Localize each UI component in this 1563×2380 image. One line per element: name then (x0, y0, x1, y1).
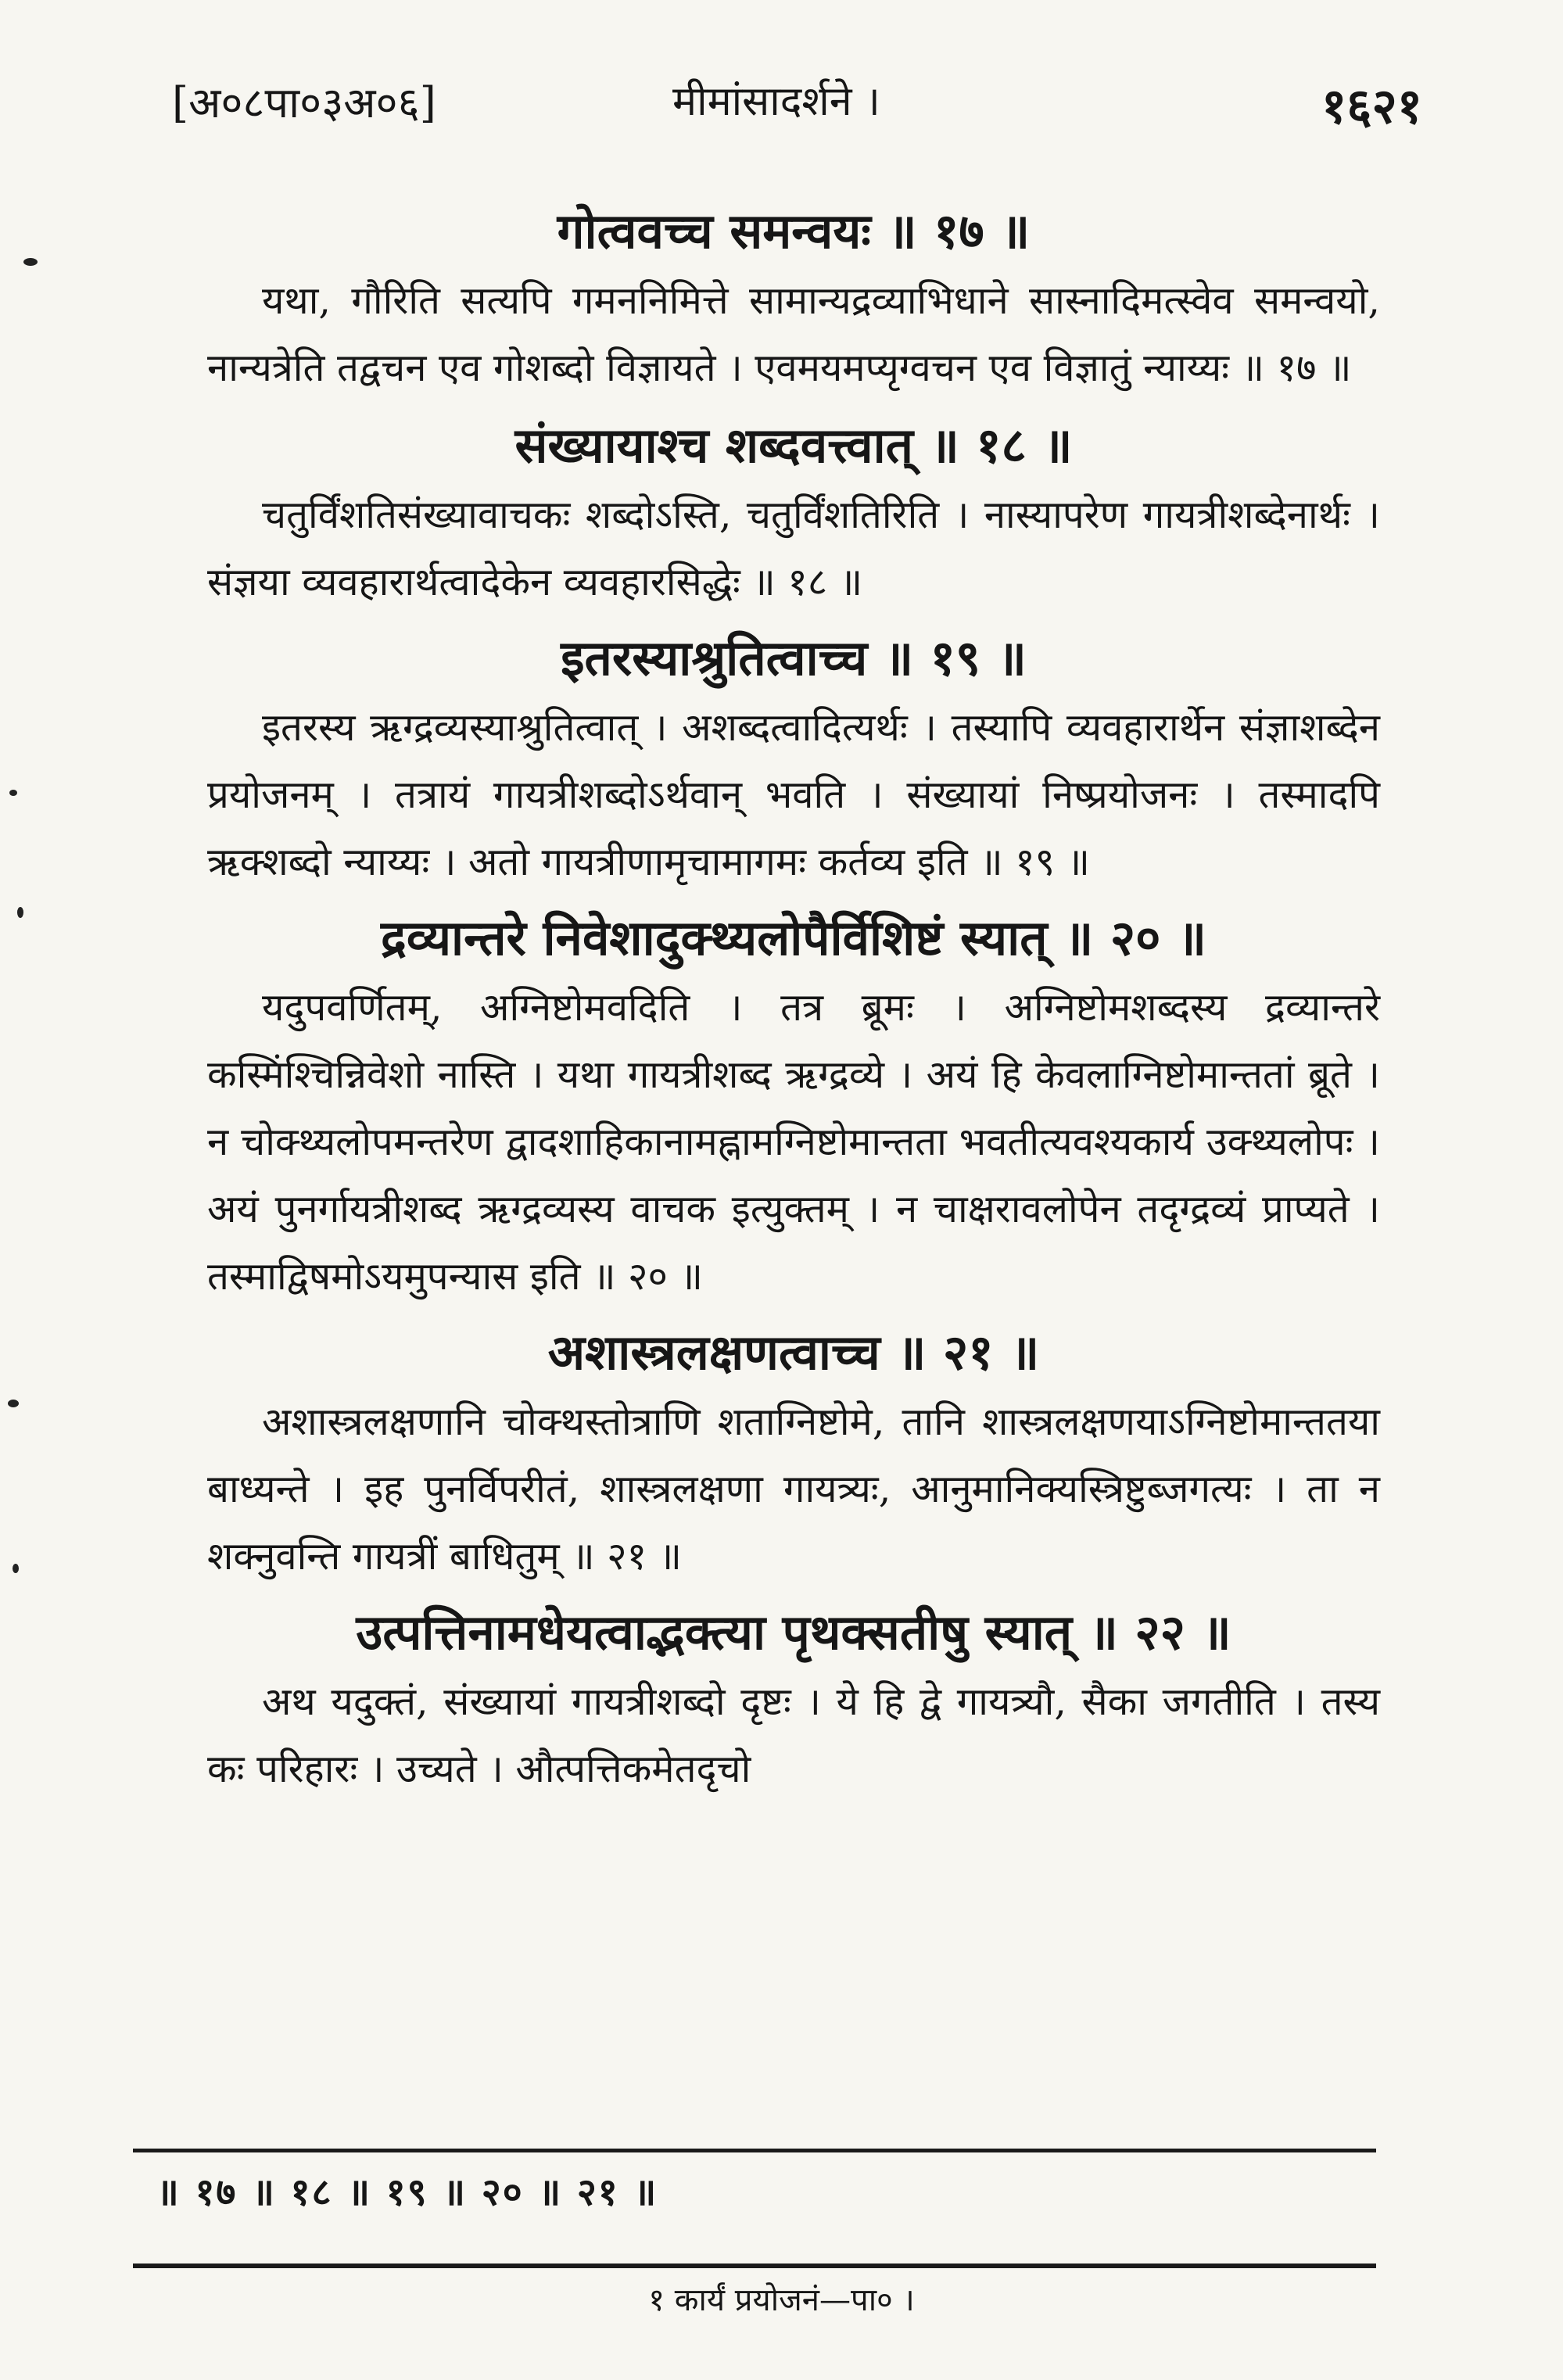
sutra-20: द्रव्यान्तरे निवेशादुक्थ्यलोपैर्विशिष्टं स्यात् ॥ २० ॥ (380, 909, 1207, 966)
sutra-22: उत्पत्तिनामधेयत्वाद्भक्त्या पृथक्सतीषु स्यात् ॥ २२ ॥ (356, 1604, 1231, 1661)
footer-rule-bottom (133, 2264, 1376, 2268)
margin-speck (23, 258, 38, 266)
commentary-21: अशास्त्रलक्षणानि चोक्थस्तोत्राणि शताग्निष्टोमे, तानि शास्त्रलक्षणयाऽग्निष्टोमान्ततया बाध्यन्ते । इह पुनर्विपरीतं, शास्त्रलक्षणा गायत्र्यः, आनुमानिक्यस्त्रिष्टुब्जगत्यः । ता न शक्नुवन्ति गायत्रीं बाधितुम् ॥ २१ ॥ (207, 1400, 1380, 1579)
sutra-17: गोत्ववच्च समन्वयः ॥ १७ ॥ (557, 203, 1031, 260)
margin-speck (17, 907, 23, 918)
footer-rule-top (133, 2149, 1376, 2152)
running-header (172, 72, 1422, 142)
footnote: १ कार्यं प्रयोजनं—पा० । (648, 2282, 915, 2318)
page-body (207, 195, 1380, 1809)
margin-speck (13, 1564, 19, 1573)
commentary-18: चतुर्विंशतिसंख्यावाचकः शब्दोऽस्ति, चतुर्विंशतिरिति । नास्यापरेण गायत्रीशब्देनार्थः । संज्ञया व्यवहारार्थत्वादेकेन व्यवहारसिद्धेः ॥ १८ ॥ (207, 493, 1380, 604)
commentary-19: इतरस्य ऋग्द्रव्यस्याश्रुतित्वात् । अशब्दत्वादित्यर्थः । तस्यापि व्यवहारार्थेन संज्ञाशब्देन प्रयोजनम् । तत्रायं गायत्रीशब्दोऽर्थवान् भवति । संख्यायां निष्प्रयोजनः । तस्मादपि ऋक्शब्दो न्याय्यः । अतो गायत्रीणामृचामागमः कर्तव्य इति ॥ १९ ॥ (207, 705, 1380, 884)
commentary-20: यदुपवर्णितम्, अग्निष्टोमवदिति । तत्र ब्रूमः । अग्निष्टोमशब्दस्य द्रव्यान्तरे कस्मिंश्चिन्निवेशो नास्ति । यथा गायत्रीशब्द ऋग्द्रव्ये । अयं हि केवलाग्निष्टोमान्ततां ब्रूते । न चोक्थ्यलोपमन्तरेण द्वादशाहिकानामह्नामग्निष्टोमान्तता भवतीत्यवश्यकार्य उक्थ्यलोपः । अयं पुनर्गायत्रीशब्द ऋग्द्रव्यस्य वाचक इत्युक्तम् । न चाक्षरावलोपेन तदृग्द्रव्यं प्राप्यते । तस्माद्विषमोऽयमुपन्यास इति ॥ २० ॥ (207, 985, 1380, 1299)
verse-reference-line: ॥ १७ ॥ १८ ॥ १९ ॥ २० ॥ २१ ॥ (156, 2170, 658, 2214)
commentary-17: यथा, गौरिति सत्यपि गमननिमित्ते सामान्यद्रव्याभिधाने सास्नादिमत्स्वेव समन्वयो, नान्यत्रेति तद्वचन एव गोशब्दो विज्ञायते । एवमयमप्यृग्वचन एव विज्ञातुं न्याय्यः ॥ १७ ॥ (207, 278, 1380, 390)
commentary-22: अथ यदुक्तं, संख्यायां गायत्रीशब्दो दृष्टः । ये हि द्वे गायत्र्यौ, सैका जगतीति । तस्य कः परिहारः । उच्यते । औत्पत्तिकमेतदृचो (207, 1679, 1380, 1791)
sutra-19: इतरस्याश्रुतित्वाच्च ॥ १९ ॥ (561, 629, 1027, 686)
margin-speck (8, 1400, 19, 1407)
margin-speck (9, 790, 17, 796)
book-title: मीमांसादर्शने । (672, 78, 880, 125)
sutra-18: संख्यायाश्च शब्दवत्त्वात् ॥ १८ ॥ (514, 417, 1073, 474)
chapter-reference: [अ०८पा०३अ०६] (172, 78, 436, 127)
sutra-21: अशास्त्रलक्षणत्वाच्च ॥ २१ ॥ (547, 1324, 1040, 1381)
page-number: १६२१ (1321, 77, 1422, 134)
